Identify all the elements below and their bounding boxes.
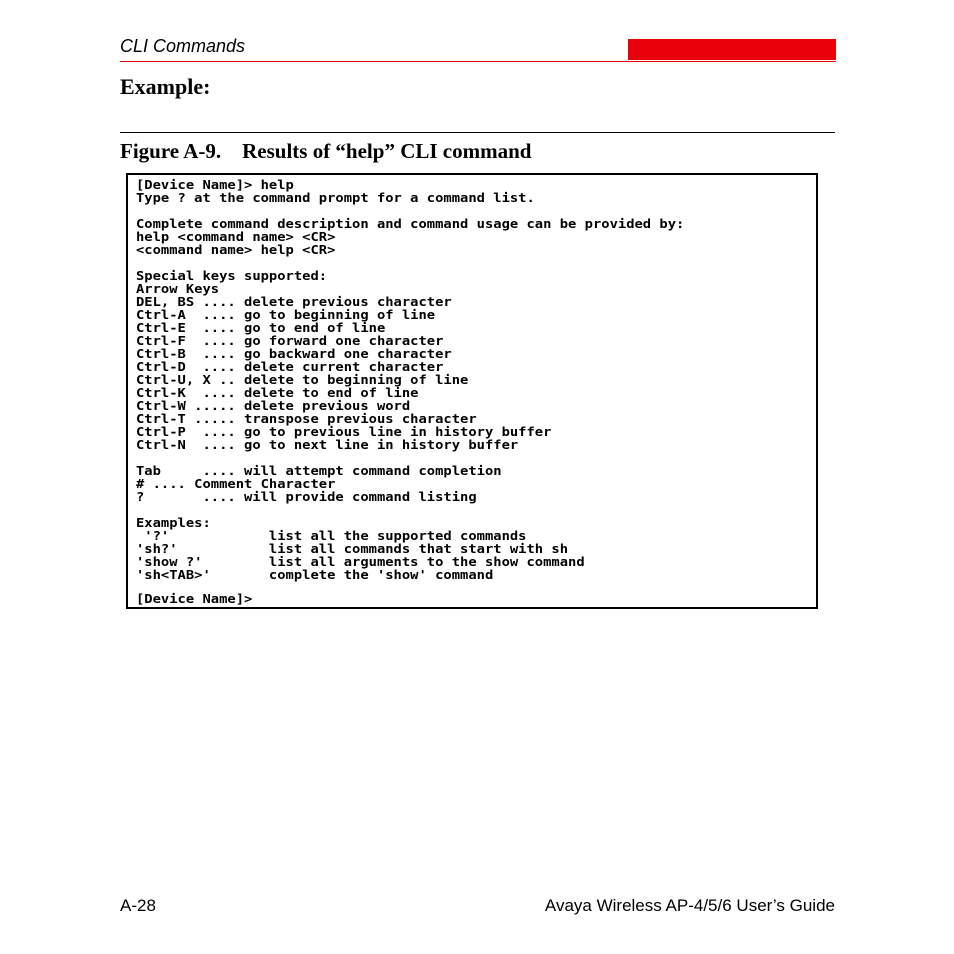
terminal-line: Ctrl-P .... go to previous line in history buffer — [136, 425, 552, 439]
header-rule — [120, 61, 836, 62]
terminal-line: help <command name> <CR> — [136, 230, 336, 244]
terminal-line: DEL, BS .... delete previous character — [136, 295, 452, 309]
terminal-line: Ctrl-F .... go forward one character — [136, 334, 444, 348]
terminal-line: Ctrl-W ..... delete previous word — [136, 399, 411, 413]
terminal-line: Ctrl-A .... go to beginning of line — [136, 308, 436, 322]
terminal-line: 'sh<TAB>' complete the 'show' command — [136, 568, 494, 582]
terminal-line: Ctrl-D .... delete current character — [136, 360, 444, 374]
page-number: A-28 — [120, 896, 156, 915]
figure-rule — [120, 132, 835, 133]
figure-caption: Figure A-9. Results of “help” CLI command — [120, 139, 532, 163]
terminal-line: Ctrl-K .... delete to end of line — [136, 386, 419, 400]
terminal-line: Type ? at the command prompt for a command list. — [136, 191, 535, 205]
terminal-line: Ctrl-B .... go backward one character — [136, 347, 452, 361]
terminal-line: [Device Name]> — [136, 592, 253, 606]
example-heading: Example: — [120, 74, 211, 99]
terminal-screenshot — [126, 173, 818, 609]
terminal-line: Ctrl-E .... go to end of line — [136, 321, 386, 335]
terminal-line: [Device Name]> help — [136, 178, 294, 192]
terminal-line: Special keys supported: — [136, 269, 328, 283]
terminal-line: Examples: — [136, 516, 211, 530]
guide-title: Avaya Wireless AP-4/5/6 User’s Guide — [544, 896, 835, 915]
terminal-line: ? .... will provide command listing — [136, 490, 477, 504]
terminal-line: Ctrl-N .... go to next line in history buffer — [136, 438, 519, 452]
terminal-line: Ctrl-T ..... transpose previous character — [136, 412, 477, 426]
terminal-line: '?' list all the supported commands — [136, 529, 527, 543]
running-header-title: CLI Commands — [120, 36, 246, 56]
terminal-line: Tab .... will attempt command completion — [136, 464, 502, 478]
terminal-line: <command name> help <CR> — [136, 243, 336, 257]
terminal-line: Complete command description and command usage can be provided by: — [136, 217, 685, 231]
terminal-line: 'sh?' list all commands that start with sh — [136, 542, 569, 556]
terminal-line: Ctrl-U, X .. delete to beginning of line — [136, 373, 469, 387]
header-accent-bar — [628, 39, 836, 60]
terminal-line: 'show ?' list all arguments to the show command — [136, 555, 585, 569]
terminal-line: # .... Comment Character — [136, 477, 336, 491]
terminal-line: Arrow Keys — [136, 282, 220, 296]
